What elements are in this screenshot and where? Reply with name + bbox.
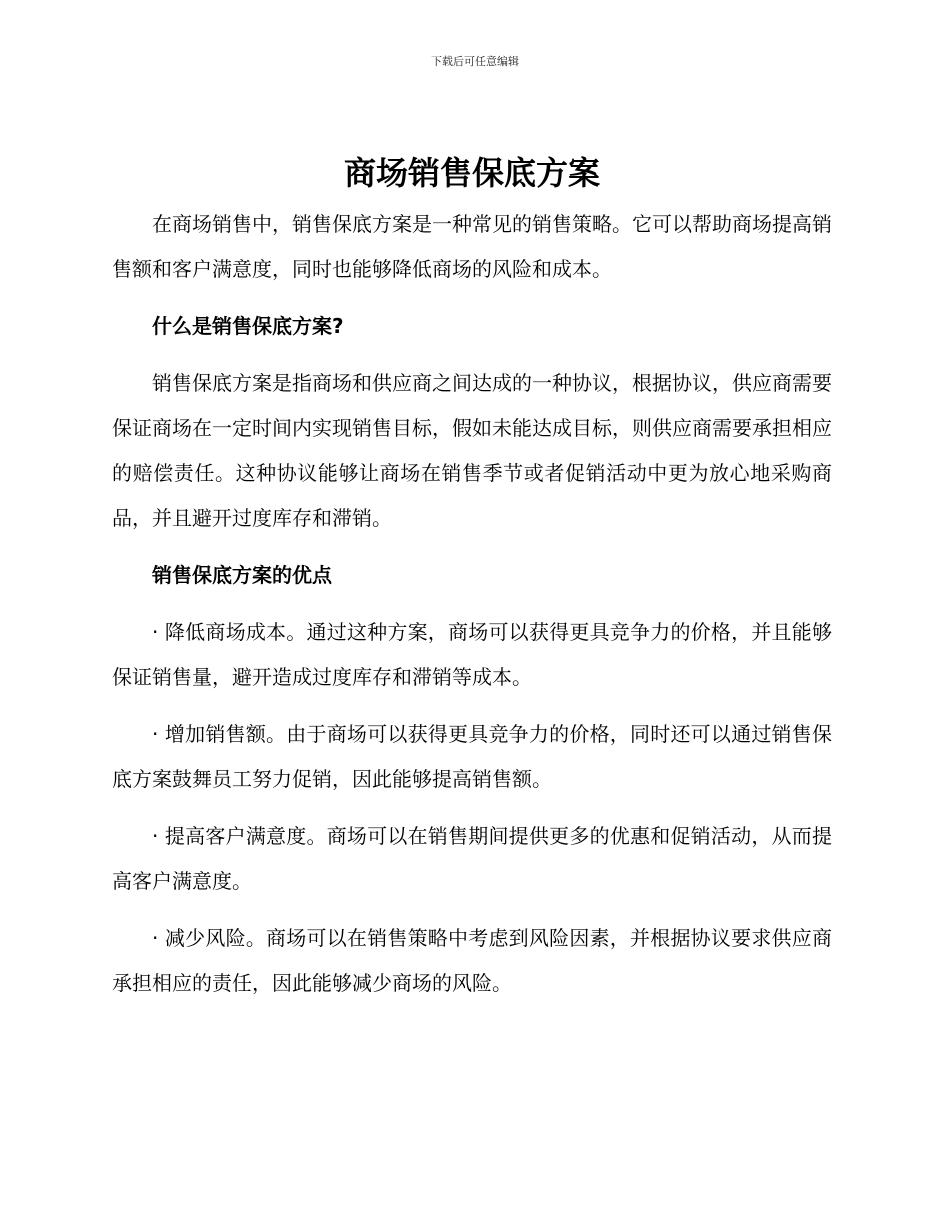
section-heading-definition: 什么是销售保底方案?: [152, 314, 344, 338]
advantage-point-satisfaction: · 提高客户满意度。商场可以在销售期间提供更多的优惠和促销活动，从而提高客户满意度。: [112, 824, 832, 893]
advantage-point-cost: · 降低商场成本。通过这种方案，商场可以获得更具竞争力的价格，并且能够保证销售量，避开造成过度库存和滞销等成本。: [112, 620, 832, 689]
section-heading-advantages: 销售保底方案的优点: [152, 563, 332, 587]
advantage-point-sales: · 增加销售额。由于商场可以获得更具竞争力的价格，同时还可以通过销售保底方案鼓舞员工努力促销，因此能够提高销售额。: [112, 722, 832, 791]
intro-paragraph: 在商场销售中，销售保底方案是一种常见的销售策略。它可以帮助商场提高销售额和客户满意度，同时也能够降低商场的风险和成本。: [112, 212, 832, 281]
advantage-point-risk: · 减少风险。商场可以在销售策略中考虑到风险因素，并根据协议要求供应商承担相应的责任，因此能够减少商场的风险。: [112, 926, 832, 995]
page-title: 商场销售保底方案: [343, 154, 600, 192]
document-body: [112, 150, 832, 1018]
definition-paragraph: 销售保底方案是指商场和供应商之间达成的一种协议，根据协议，供应商需要保证商场在一定时间内实现销售目标，假如未能达成目标，则供应商需要承担相应的赔偿责任。这种协议能够让商场在销售季节或者促销活动中更为放心地采购商品，并且避开过度库存和滞销。: [112, 371, 832, 530]
header-note: 下载后可任意编辑: [431, 55, 519, 68]
